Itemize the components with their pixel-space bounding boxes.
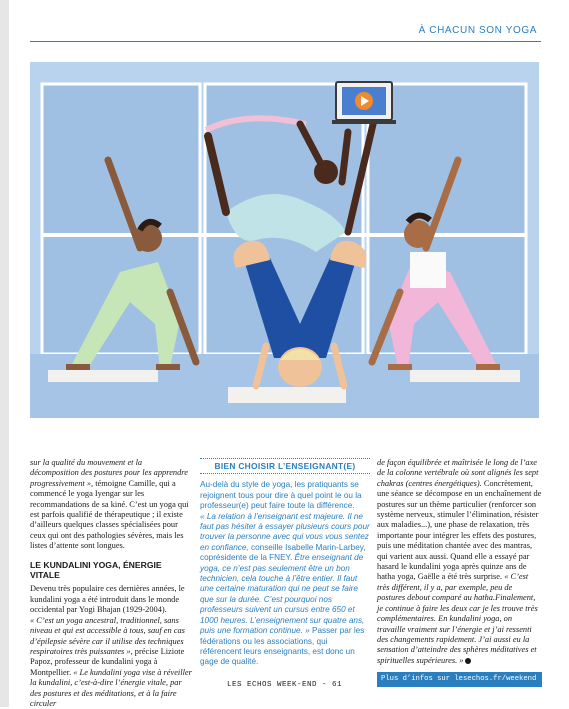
header-rule xyxy=(30,41,541,42)
teacher-sidebar xyxy=(200,458,370,668)
sidebar-quote-2: Être enseignant de yoga, ce n’est pas seulement être un bon technicien, cela touche à l’être entier. Il faut une certaine maturation qui ne peut se faire que sur la durée. C’est pourquoi nos professeurs suivent un cursus entre 650 et 1000 heures. L’enseignement sur quatre ans, puis une formation continue. » xyxy=(200,553,365,636)
sidebar-title: BIEN CHOISIR L’ENSEIGNANT(E) xyxy=(214,461,356,471)
gutter-shadow xyxy=(0,0,9,707)
more-info-link[interactable]: Plus d’infos sur lesechos.fr/weekend xyxy=(377,672,542,686)
sidebar-text-3: Passer par les fédérations ou les associations, qui référencent leurs enseignants, est donc un gage de qualité. xyxy=(200,626,365,667)
mat-right xyxy=(410,370,520,382)
column-3 xyxy=(377,458,542,687)
yoga-illustration xyxy=(30,62,539,418)
col3-text-1: Concrètement, une séance se décompose en un enchaînement de postures sur un thème particulier (renforcer son système nerveux, stimuler l’élimination, résister aux maladies...), une phase de relaxation, très importante pour intégrer les effets des postures, puis une méditation chantée avec des mantras, qui varient aux aussi. Quand elle a essayé par hasard le kundalini yoga après quinze ans de hatha yoga, Gaëlle a été très surprise. xyxy=(377,478,542,582)
end-mark-icon xyxy=(465,658,471,664)
kundalini-subhead: LE KUNDALINI YOGA, ÉNERGIE VITALE xyxy=(30,559,162,581)
col1-text-1: témoigne Camille, qui a commencé le yoga Iyengar sur les recommandations de sa kiné. C’est un yoga qui est parfois qualifié de thérapeutique ; il existe d’ailleurs quelques classes spécialisées pour ceux qui ont des pathologies sévères, mais les listes d’attente sont longues. xyxy=(30,478,189,551)
col1-quote-1: sur la qualité du mouvement et la décomposition des postures pour les apprendre progressivement », xyxy=(30,458,188,488)
mat-center xyxy=(228,387,346,403)
sidebar-text-2: conseille Isabelle Marin-Larbey, coprésidente de la FNEY. xyxy=(200,542,366,563)
col1-text-2: Devenu très populaire ces dernières années, le kundalini yoga a été introduit dans le monde occidental par Yogi Bhajan (1929-2004). xyxy=(30,584,185,615)
col1-quote-2: « C’est un yoga ancestral, traditionnel, sans niveau et qui est accessible à tous, sauf en cas d’épilepsie sévère car il utilise des techniques respiratoires très puissantes », xyxy=(30,615,185,656)
section-label: À CHACUN SON YOGA xyxy=(418,25,537,36)
col3-quote-1: de façon équilibrée et maîtrisée le long de l’axe de la colonne vertébrale où sont alignés les sept chakras (centres énergétiques). xyxy=(377,458,539,488)
page-footer: LES ECHOS WEEK-END - 61 xyxy=(226,681,343,689)
mat-left xyxy=(48,370,158,382)
sidebar-text-1: Au-delà du style de yoga, les pratiquants se rejoignent tous pour dire à quel point le ou la professeur(e) peut faire toute la différence. xyxy=(200,480,362,511)
sidebar-quote-1: « La relation à l’enseignant est majeure. Il ne faut pas hésiter à essayer plusieurs cours pour trouver la personne avec qui vous vous sentez en confiance, xyxy=(200,511,370,552)
col1-text-3: précise Liziote Papoz, professeur de kundalini yoga à Montpellier. xyxy=(30,646,185,677)
sidebar-rule-top xyxy=(200,458,370,459)
sidebar-rule-bottom xyxy=(200,473,370,474)
col1-quote-3: « Le kundalini yoga vise à réveiller la kundalini, c’est-à-dire l’énergie vitale, par des postures et des méditations, et à la faire circuler xyxy=(30,667,192,708)
column-1 xyxy=(30,458,192,709)
col3-quote-2: « C’est très différent, il y a, par exemple, peu de postures debout comparé au hatha.Finalement, je continue à faire les deux car je les trouve très complémentaires. En kundalini yoga, on travaille vraiment sur l’énergie et j’ai ressenti des changements rapidement. J’ai aussi eu la sensation d’atteindre des sphères méditatives et spirituelles supérieures. » xyxy=(377,572,538,665)
